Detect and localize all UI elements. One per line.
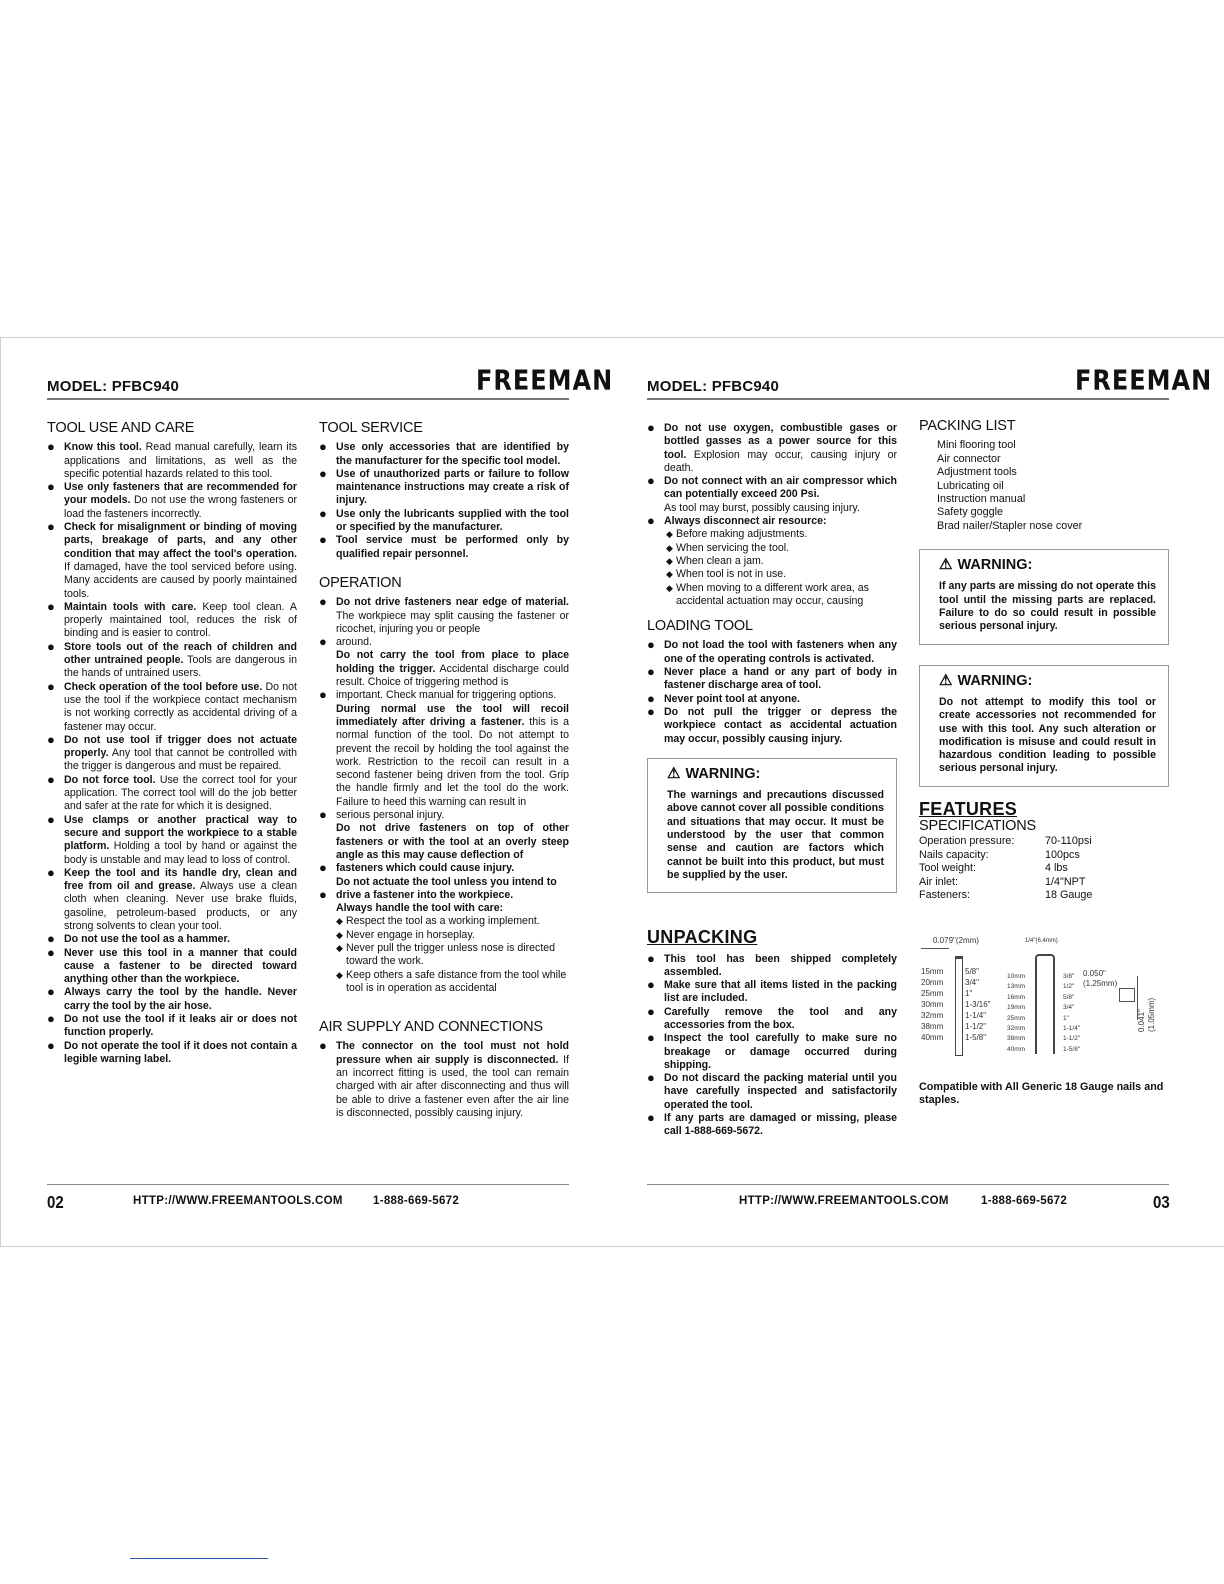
list-item: Safety goggle [937,506,1004,519]
list-item: ● fasteners which could cause injury. [319,862,569,875]
list-item: ◆ When servicing the tool. [666,542,897,555]
warning-box-missing-parts [919,549,1169,644]
list-item: ● Use only fasteners that are recommended for your models. Do not use the wrong fasteners or load the fasteners incorrectly. [47,481,297,521]
list-item: ● Never point tool at anyone. [647,693,897,706]
table-row: Fasteners: 18 Gauge [919,888,1093,901]
list-item: Brad nailer/Stapler nose cover [937,519,1083,532]
list-item: ● Maintain tools with care. Keep tool clean. A properly maintained tool, reduces the risk of binding and is easier to control. [47,601,297,641]
air-supply-list [319,1040,569,1120]
right-second-column [919,420,1169,902]
list-item: Always handle the tool with care: [336,902,504,915]
air-supply-heading: AIR SUPPLY AND CONNECTIONS [319,1019,543,1036]
staple-cross-section-icon [1119,988,1135,1002]
list-item: ● Use clamps or another practical way to secure and support the workpiece to a stable platform. Holding a tool by hand or against the body is unstable and may lead to loss of control. [47,814,297,867]
warning-text: The warnings and precautions discussed above cannot cover all possible conditions and situations that may occur. It must be understood by the user that common sense and caution are factors which cannot be built into this product, but must be supplied by the user. [667,789,884,881]
left-second-column [319,422,569,1120]
list-item: ◆ Keep others a safe distance from the tool while tool is in operation as accidental [336,969,569,996]
list-item: ● around. [319,636,569,649]
operation-care-list [319,915,569,995]
specifications-heading: SPECIFICATIONS [919,818,1036,834]
nail-width-label: 0.079"(2mm) [933,936,979,945]
disconnect-list [647,528,897,608]
unpacking-heading: UNPACKING [647,927,758,948]
warning-title: WARNING: [957,557,1033,574]
list-item: ● serious personal injury. [319,809,569,822]
list-item: Air connector [937,452,1001,465]
list-item: ● Use only accessories that are identified by the manufacturer for the specific tool model. [319,441,569,468]
table-row: Operation pressure: 70-110psi [919,835,1092,848]
list-item: ● Do not connect with an air compressor which can potentially exceed 200 Psi. As tool may burst, possibly causing injury. [647,475,897,515]
list-item: ● drive a fastener into the workpiece. [319,889,569,902]
right-model-title: MODEL: PFBC940 [647,378,779,395]
nail-width-dimension [921,948,949,949]
list-item: ◆ Never engage in horseplay. [336,929,569,942]
warning-triangle-icon: ⚠ [939,556,953,574]
list-item: ● Do not use oxygen, combustible gases or bottled gasses as a power source for this tool. Explosion may occur, causing injury or death. [647,422,897,475]
tool-service-list [319,441,569,561]
left-freeman-logo: FREEMAN [476,364,614,397]
list-item: ● This tool has been shipped completely assembled. [647,953,897,980]
warning-box-general [647,758,897,893]
warning-box-modify [919,665,1169,787]
unpacking-list [647,953,897,1139]
left-header-rule [47,398,569,400]
safety-continued-list [647,422,897,528]
loading-heading: LOADING TOOL [647,618,753,635]
left-footer-url: HTTP://WWW.FREEMANTOOLS.COM [133,1195,343,1207]
list-item: ● Do not operate the tool if it does not contain a legible warning label. [47,1040,297,1067]
list-item: Do not carry the tool from place to place holding the trigger. Accidental discharge could result. Choice of triggering method is [336,649,569,689]
loading-list [647,639,897,745]
table-row: Tool weight: 4 lbs [919,862,1068,875]
left-page-number: 02 [47,1193,64,1213]
brad-nail-icon [955,956,963,1056]
list-item: Do not actuate the tool unless you intend to [336,875,557,888]
list-item: ● Always disconnect air resource: [647,515,897,528]
list-item: ◆ When clean a jam. [666,555,897,568]
list-item: ● Do not use the tool if it leaks air or does not function properly. [47,1013,297,1040]
list-item: ● If any parts are damaged or missing, please call 1-888-669-5672. [647,1112,897,1139]
tool-use-heading: TOOL USE AND CARE [47,420,195,436]
list-item: ● Keep the tool and its handle dry, clean and free from oil and grease. Always use a clean cloth when cleaning. Never use brake fluids, gasoline, petroleum-based products, or any strong solvents to clean your tool. [47,867,297,933]
left-model-title: MODEL: PFBC940 [47,378,179,395]
table-row: Air inlet: 1/4"NPT [919,875,1086,888]
warning-triangle-icon: ⚠ [667,764,681,782]
list-item: ◆ Respect the tool as a working implement. [336,915,569,928]
list-item: Mini flooring tool [937,439,1016,452]
list-item: ◆ Never pull the trigger unless nose is directed toward the work. [336,942,569,969]
list-item: Do not drive fasteners on top of other fasteners or with the tool at an overly steep angle as this may cause deflection of [336,822,569,861]
warning-title: WARNING: [685,765,761,782]
tool-service-heading: TOOL SERVICE [319,420,423,436]
list-item: ◆ When moving to a different work area, as accidental actuation may occur, causing [666,582,897,609]
list-item: ◆ When tool is not in use. [666,568,897,581]
right-footer-phone: 1-888-669-5672 [981,1195,1068,1207]
list-item: ● The connector on the tool must not hold pressure when air supply is disconnected. If an incorrect fitting is used, the tool can remain charged with air after disconnecting and thus will be able to drive a fastener even after the air line is disconnected, possibly causing injury. [319,1040,569,1120]
left-footer-rule [47,1184,569,1185]
staple-mm-column: 10mm 13mm 16mm 19mm 25mm 32mm 38mm 40mm [1007,973,1026,1053]
warning-title: WARNING: [957,672,1033,689]
nail-mm-column: 15mm 20mm 25mm 30mm 32mm 38mm 40mm [921,967,944,1042]
warning-triangle-icon: ⚠ [939,671,953,689]
table-row: Nails capacity: 100pcs [919,848,1080,861]
list-item: ● Do not drive fasteners near edge of material. The workpiece may split causing the fastener or ricochet, injuring you or people [319,594,569,635]
tool-use-list [47,441,297,1066]
manual-spread [0,337,1224,1247]
right-footer-rule [647,1184,1169,1185]
staple-icon [1035,954,1055,1054]
nail-inch-column: 5/8" 3/4" 1" 1-3/16" 1-1/4" 1-1/2" 1-5/8" [965,967,991,1042]
list-item: ● Always carry the tool by the handle. Never carry the tool by the air hose. [47,986,297,1013]
footnote-link-rule [130,1558,268,1559]
wire-thickness-label: 0.041" (1.05mm) [1137,997,1156,1032]
features-heading: FEATURES [919,798,1018,819]
right-page-number: 03 [1153,1193,1170,1213]
list-item: During normal use the tool will recoil immediately after driving a fastener. this is a normal function of the tool. Do not attempt to prevent the recoil by holding the tool against the work. Restriction to the recoil can result in a second fastener being driven from the tool. Grip the handle firmly and let the tool do the work. Failure to heed this warning can result in [336,702,569,808]
right-footer-url: HTTP://WWW.FREEMANTOOLS.COM [739,1195,949,1207]
list-item: ● Make sure that all items listed in the packing list are included. [647,979,897,1006]
list-item: ● Do not discard the packing material until you have carefully inspected and satisfactorily operated the tool. [647,1072,897,1112]
specifications-table [919,835,1169,902]
compatibility-note: Compatible with All Generic 18 Gauge nails and staples. [919,1081,1164,1107]
list-item: ◆ Before making adjustments. [666,528,897,541]
list-item: ● Do not load the tool with fasteners when any one of the operating controls is activated. [647,639,897,666]
warning-text: Do not attempt to modify this tool or create accessories not recommended for use with this tool. Any such alteration or modification is misuse and could result in hazardous condition leading to possible serious personal injury. [939,695,1156,775]
list-item: ● Never place a hand or any part of body in fastener discharge area of tool. [647,666,897,693]
staple-width-label: 1/4"(6.4mm) [1025,938,1058,944]
list-item: ● Do not use tool if trigger does not actuate properly. Any tool that cannot be controlled with the trigger is dangerous and must be repaired. [47,734,297,774]
list-item: Adjustment tools [937,466,1017,479]
staple-thickness-label: 0.050" (1.25mm) [1083,969,1118,988]
right-header-rule [647,398,1169,400]
list-item: Lubricating oil [937,479,1004,492]
list-item: ● Do not pull the trigger or depress the workpiece contact as accidental actuation may occur, possibly causing injury. [647,706,897,746]
tool-use-section [47,422,297,1066]
list-item: ● Check operation of the tool before use. Do not use the tool if the workpiece contact mechanism is not working correctly as accidental driving of a fastener may occur. [47,681,297,734]
list-item: ● Check for misalignment or binding of moving parts, breakage of parts, and any other condition that may affect the tool's operation. If damaged, have the tool serviced before using. Many accidents are caused by poorly maintained tools. [47,521,297,601]
list-item: ● Do not use the tool as a hammer. [47,933,297,946]
operation-list [319,596,569,915]
list-item: ● Never use this tool in a manner that could cause a fastener to be directed toward anything other than the workpiece. [47,947,297,987]
list-item: ● Inspect the tool carefully to make sure no breakage or damage occurred during shipping. [647,1032,897,1072]
list-item: ● Tool service must be performed only by qualified repair personnel. [319,534,569,561]
list-item: ● Carefully remove the tool and any accessories from the box. [647,1006,897,1033]
list-item: ● Use only the lubricants supplied with the tool or specified by the manufacturer. [319,508,569,535]
list-item: ● Do not force tool. Use the correct tool for your application. The correct tool will do the job better and safer at the rate for which it is designed. [47,774,297,814]
left-footer-phone: 1-888-669-5672 [373,1195,460,1207]
packing-heading: PACKING LIST [919,418,1016,434]
list-item: ● Store tools out of the reach of children and other untrained people. Tools are dangerous in the hands of untrained users. [47,641,297,681]
packing-list [919,439,1169,533]
list-item: ● important. Check manual for triggering options. [319,689,569,702]
list-item: ● Use of unauthorized parts or failure to follow maintenance instructions may create a risk of injury. [319,468,569,508]
fastener-size-diagram [919,936,1169,1064]
list-item: Instruction manual [937,492,1026,505]
warning-text: If any parts are missing do not operate this tool until the missing parts are replaced. Failure to do so could result in possible serious personal injury. [939,580,1156,633]
list-item: ● Know this tool. Read manual carefully, learn its applications and limitations, as well as the specific potential hazards related to this tool. [47,441,297,481]
right-first-column [647,422,897,1139]
operation-heading: OPERATION [319,574,402,591]
right-freeman-logo: FREEMAN [1075,364,1213,397]
staple-inch-column: 3/8" 1/2" 5/8" 3/4" 1" 1-1/4" 1-1/2" 1-5/8" [1063,973,1081,1053]
